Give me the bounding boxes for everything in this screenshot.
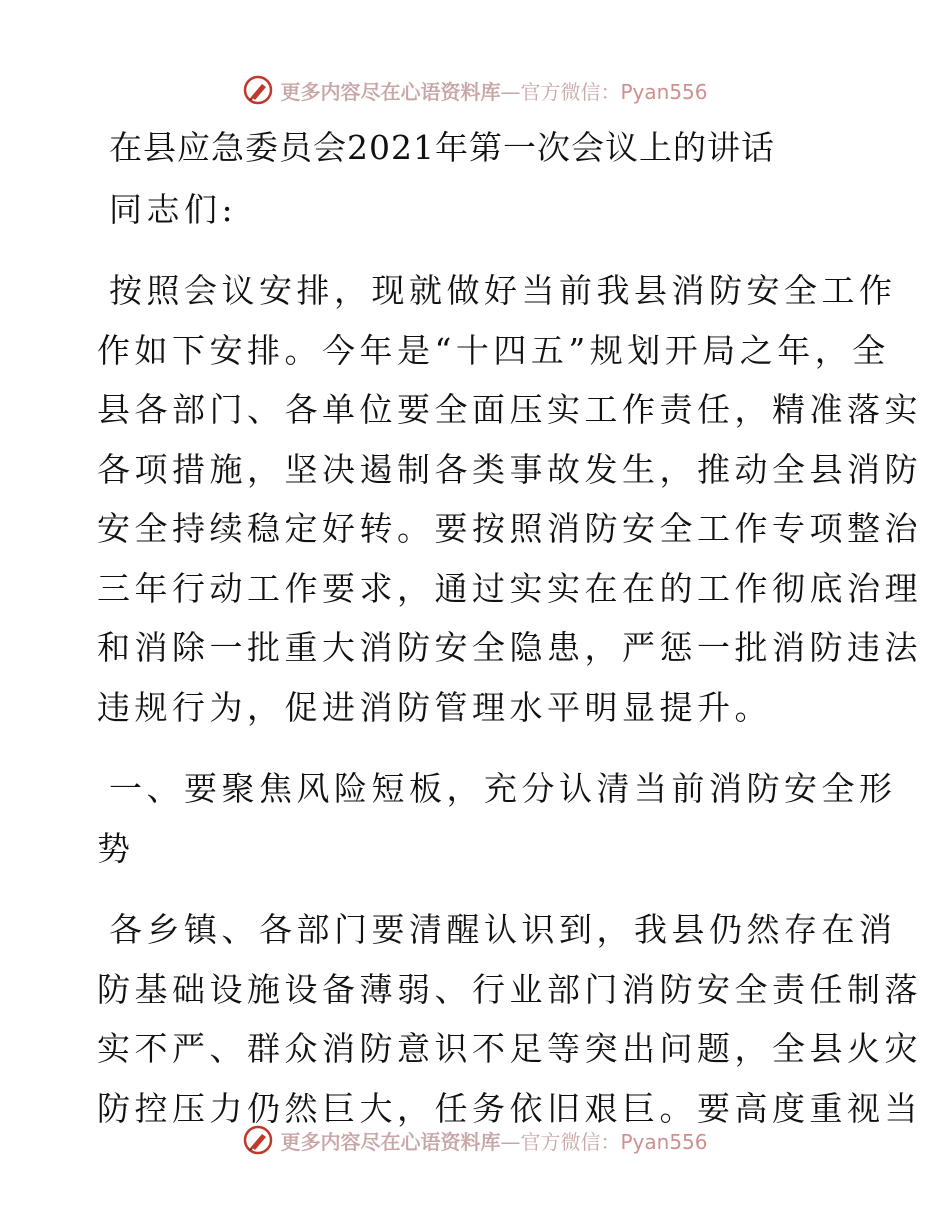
watermark-label: 官方微信：	[520, 1129, 621, 1154]
paragraph-line: 三年行动工作要求，通过实实在在的工作彻底治理	[97, 568, 922, 608]
watermark-footer	[0, 1120, 950, 1160]
document-body	[97, 118, 922, 1138]
paragraph-line: 县各部门、各单位要全面压实工作责任，精准落实	[97, 390, 922, 429]
watermark-label: 官方微信：	[520, 79, 621, 104]
paragraph-line: 各项措施，坚决遏制各类事故发生，推动全县消防	[97, 449, 922, 489]
salutation: 同志们:	[109, 189, 238, 229]
paragraph-line: 按照会议安排，现就做好当前我县消防安全工作	[109, 271, 897, 310]
pen-logo-icon	[242, 74, 274, 106]
paragraph-line: 作如下安排。今年是“十四五”规划开局之年，全	[97, 330, 890, 370]
watermark-wechat-id: Pyan556	[620, 1129, 708, 1154]
paragraph-line: 违规行为，促进消防管理水平明显提升。	[97, 687, 772, 727]
watermark-wechat-id: Pyan556	[620, 79, 708, 104]
paragraph-intro	[97, 261, 922, 737]
watermark-main-text: 更多内容尽在心语资料库	[280, 79, 501, 104]
watermark-dash: —	[500, 79, 521, 104]
paragraph-line: 和消除一批重大消防安全隐患，严惩一批消防违法	[97, 628, 922, 667]
paragraph-line: 各乡镇、各部门要清醒认识到，我县仍然存在消	[109, 910, 897, 949]
watermark-dash: —	[500, 1129, 521, 1154]
document-title: 在县应急委员会2021年第一次会议上的讲话	[109, 128, 775, 167]
watermark-main-text: 更多内容尽在心语资料库	[280, 1129, 501, 1154]
paragraph-situation	[97, 900, 922, 1138]
paragraph-line: 防基础设施设备薄弱、行业部门消防安全责任制落	[97, 969, 922, 1009]
paragraph-line: 实不严、群众消防意识不足等突出问题，全县火灾	[97, 1029, 922, 1068]
heading-line: 势	[97, 828, 135, 868]
section-heading-1	[97, 759, 897, 878]
paragraph-line: 防控压力仍然巨大，任务依旧艰巨。要高度重视当	[97, 1088, 922, 1128]
pen-logo-icon	[242, 1124, 274, 1156]
watermark-header	[0, 70, 950, 110]
heading-line: 一、要聚焦风险短板，充分认清当前消防安全形	[109, 769, 897, 808]
paragraph-line: 安全持续稳定好转。要按照消防安全工作专项整治	[97, 509, 922, 548]
